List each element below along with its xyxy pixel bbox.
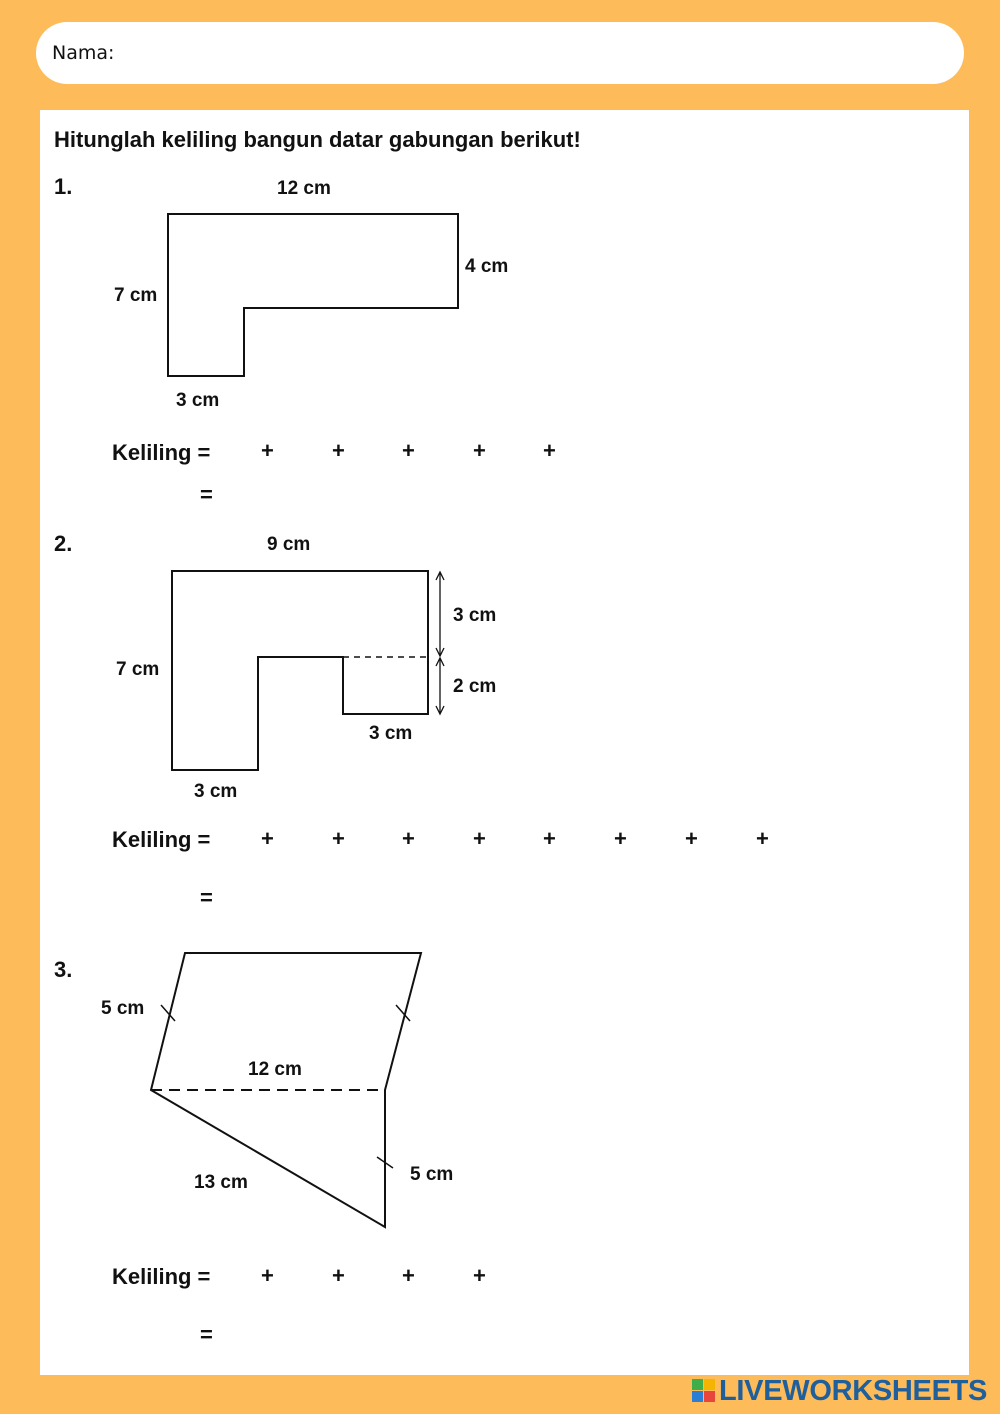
question-1-shape	[168, 214, 458, 376]
question-1-label-top: 12 cm	[277, 178, 331, 199]
q1-answer-6[interactable]	[571, 436, 619, 468]
question-2-plus-5: +	[543, 826, 556, 851]
question-3-label-middle: 12 cm	[248, 1059, 302, 1080]
question-2-plus-2: +	[332, 826, 345, 851]
q1-answer-3[interactable]	[360, 436, 408, 468]
worksheet	[40, 110, 969, 1375]
question-2-plus-1: +	[261, 826, 274, 851]
q3-answer-2[interactable]	[290, 1261, 338, 1293]
logo-square-4	[704, 1391, 715, 1402]
liveworksheets-logo[interactable]	[692, 1374, 987, 1408]
q3-answer-3[interactable]	[360, 1261, 408, 1293]
question-1-plus-5: +	[543, 438, 556, 463]
question-2-keliling-label: Keliling =	[112, 827, 211, 852]
question-3-plus-4: +	[473, 1263, 486, 1288]
question-1-label-bottom: 3 cm	[176, 390, 220, 411]
name-bar	[36, 22, 964, 84]
worksheet-figures	[40, 110, 969, 1375]
name-label: Nama:	[52, 42, 115, 64]
question-1-plus-2: +	[332, 438, 345, 463]
q1-answer-2[interactable]	[290, 436, 338, 468]
question-3-label-left: 5 cm	[101, 998, 145, 1019]
question-2-number: 2.	[54, 531, 73, 556]
question-3-plus-1: +	[261, 1263, 274, 1288]
question-1-equals: =	[200, 482, 213, 507]
question-3-equals: =	[200, 1322, 213, 1347]
liveworksheets-icon	[692, 1379, 716, 1403]
question-1-label-left: 7 cm	[114, 285, 158, 306]
q1-answer-4[interactable]	[431, 436, 479, 468]
question-2-plus-7: +	[685, 826, 698, 851]
question-3-label-diagonal: 13 cm	[194, 1172, 248, 1193]
q2-answer-2[interactable]	[290, 824, 338, 856]
question-3-keliling-label: Keliling =	[112, 1264, 211, 1289]
q1-answer-total[interactable]	[220, 480, 314, 512]
question-1-number: 1.	[54, 174, 73, 199]
question-2-equals: =	[200, 885, 213, 910]
q2-answer-6[interactable]	[572, 824, 620, 856]
q1-answer-5[interactable]	[501, 436, 549, 468]
question-1-keliling-label: Keliling =	[112, 440, 211, 465]
question-1-plus-4: +	[473, 438, 486, 463]
question-2-label-bottom: 3 cm	[194, 781, 238, 802]
liveworksheets-text: LIVEWORKSHEETS	[719, 1374, 988, 1407]
q2-answer-4[interactable]	[431, 824, 479, 856]
logo-square-1	[692, 1379, 703, 1390]
name-input[interactable]	[122, 32, 944, 74]
q2-answer-total[interactable]	[220, 883, 314, 915]
q3-answer-total[interactable]	[220, 1320, 314, 1352]
question-2-label-right-lower: 2 cm	[453, 676, 497, 697]
q1-answer-1[interactable]	[220, 436, 268, 468]
question-2-plus-3: +	[402, 826, 415, 851]
question-2-label-right-upper: 3 cm	[453, 605, 497, 626]
q2-answer-1[interactable]	[220, 824, 268, 856]
instruction: Hitunglah keliling bangun datar gabungan berikut!	[54, 127, 581, 152]
question-3-number: 3.	[54, 957, 73, 982]
question-2-label-left: 7 cm	[116, 659, 160, 680]
q3-answer-4[interactable]	[431, 1261, 479, 1293]
question-2-plus-6: +	[614, 826, 627, 851]
q2-answer-3[interactable]	[360, 824, 408, 856]
question-3-plus-2: +	[332, 1263, 345, 1288]
question-2-label-inner-bottom: 3 cm	[369, 723, 413, 744]
logo-square-3	[692, 1391, 703, 1402]
question-1-plus-3: +	[402, 438, 415, 463]
question-2-plus-4: +	[473, 826, 486, 851]
q2-answer-8[interactable]	[714, 824, 762, 856]
q2-answer-5[interactable]	[501, 824, 549, 856]
question-2-plus-8: +	[756, 826, 769, 851]
q2-answer-7[interactable]	[643, 824, 691, 856]
q2-answer-9[interactable]	[784, 824, 832, 856]
question-1-label-right: 4 cm	[465, 256, 509, 277]
question-3-label-right: 5 cm	[410, 1164, 454, 1185]
q3-answer-1[interactable]	[220, 1261, 268, 1293]
logo-square-2	[704, 1379, 715, 1390]
question-1-plus-1: +	[261, 438, 274, 463]
question-3-plus-3: +	[402, 1263, 415, 1288]
q3-answer-5[interactable]	[501, 1261, 549, 1293]
question-2-label-top: 9 cm	[267, 534, 311, 555]
